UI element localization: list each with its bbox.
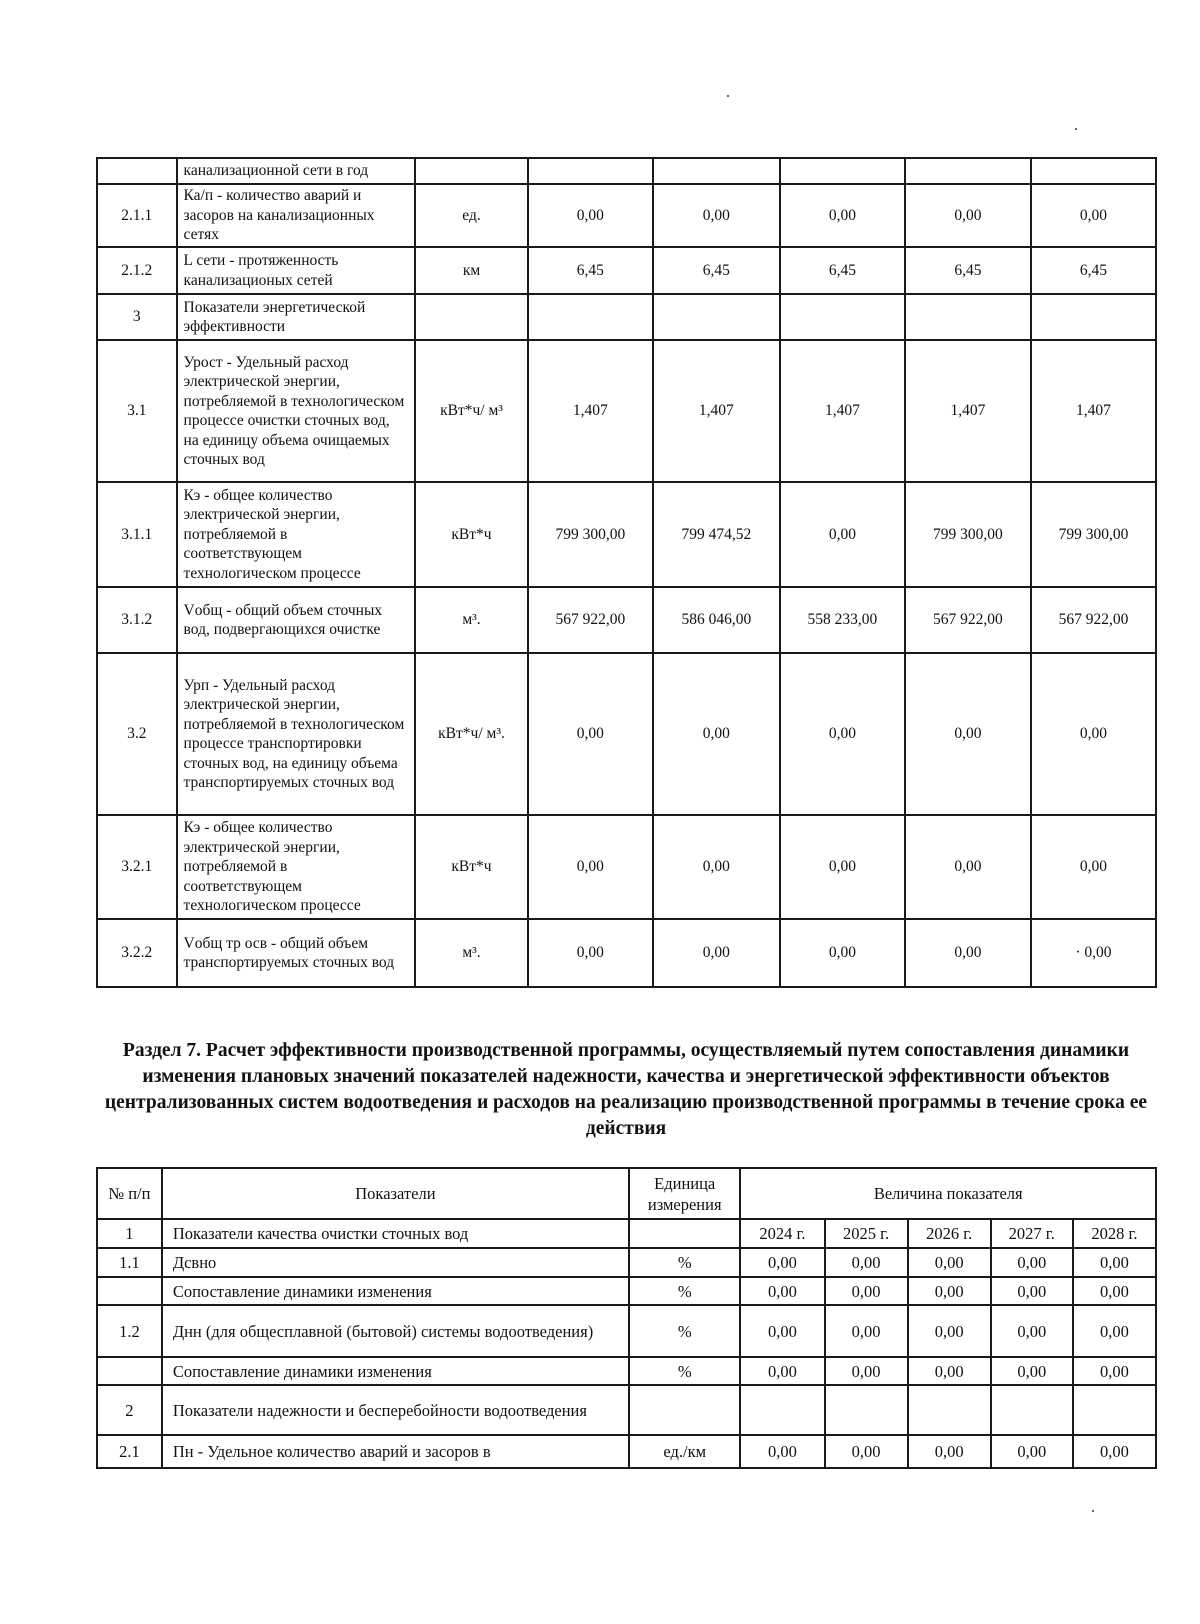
- value-cell: 0,00: [905, 919, 1031, 987]
- value-cell: 6,45: [780, 247, 905, 294]
- scan-speck: [1092, 1510, 1094, 1512]
- row-number: 3.2: [97, 653, 177, 815]
- value-cell: 0,00: [780, 184, 905, 247]
- unit-cell: [415, 294, 528, 340]
- value-cell: 0,00: [1031, 653, 1156, 815]
- value-cell: 567 922,00: [528, 587, 653, 653]
- indicator-label: Пн - Удельное количество аварий и засоров в: [162, 1435, 629, 1468]
- unit-cell: кВт*ч/ м³.: [415, 653, 528, 815]
- value-cell: 567 922,00: [1031, 587, 1156, 653]
- year-cell: 2024 г.: [740, 1219, 824, 1248]
- table-row: [97, 1248, 1156, 1277]
- value-cell: 799 300,00: [528, 482, 653, 587]
- row-number: [97, 158, 177, 184]
- table-row: [97, 919, 1156, 987]
- indicator-label: Показатели надежности и бесперебойности водоотведения: [162, 1385, 629, 1435]
- row-number: 2: [97, 1385, 162, 1435]
- scan-speck: [727, 95, 729, 97]
- header-unit: Единица измерения: [629, 1168, 740, 1219]
- unit-cell: км: [415, 247, 528, 294]
- value-cell: · 0,00: [1031, 919, 1156, 987]
- value-cell: 1,407: [905, 340, 1031, 482]
- indicator-label: Урп - Удельный расход электрической энергии, потребляемой в технологическом процессе транспортировки сточных вод, на единицу объема транспортируемых сточных вод: [177, 653, 416, 815]
- value-cell: 0,00: [905, 815, 1031, 919]
- unit-cell: кВт*ч/ м³: [415, 340, 528, 482]
- value-cell: 0,00: [653, 919, 780, 987]
- value-cell: 0,00: [1073, 1305, 1156, 1357]
- row-number: 3.1.2: [97, 587, 177, 653]
- value-cell: [740, 1385, 824, 1435]
- value-cell: 0,00: [528, 919, 653, 987]
- row-number: 3.1.1: [97, 482, 177, 587]
- table-row: [97, 653, 1156, 815]
- value-cell: [1031, 158, 1156, 184]
- row-number: 3.2.2: [97, 919, 177, 987]
- value-cell: 0,00: [825, 1248, 908, 1277]
- row-number: 3: [97, 294, 177, 340]
- value-cell: 567 922,00: [905, 587, 1031, 653]
- table-row: [97, 482, 1156, 587]
- value-cell: 0,00: [825, 1435, 908, 1468]
- value-cell: 0,00: [780, 815, 905, 919]
- indicator-label: Показатели качества очистки сточных вод: [162, 1219, 629, 1248]
- value-cell: [1073, 1385, 1156, 1435]
- row-number: 2.1.1: [97, 184, 177, 247]
- scan-speck: [1075, 128, 1077, 130]
- unit-cell: ед.: [415, 184, 528, 247]
- value-cell: 0,00: [740, 1435, 824, 1468]
- value-cell: [905, 294, 1031, 340]
- unit-cell: %: [629, 1357, 740, 1385]
- value-cell: 0,00: [908, 1435, 991, 1468]
- indicator-label: Днн (для общесплавной (бытовой) системы водоотведения): [162, 1305, 629, 1357]
- program-efficiency-table: [96, 1167, 1157, 1469]
- value-cell: 0,00: [740, 1277, 824, 1305]
- energy-efficiency-table: [96, 157, 1157, 988]
- value-cell: [653, 294, 780, 340]
- value-cell: 0,00: [1073, 1357, 1156, 1385]
- year-cell: 2025 г.: [825, 1219, 908, 1248]
- indicator-label: Дсвно: [162, 1248, 629, 1277]
- value-cell: [653, 158, 780, 184]
- value-cell: 799 300,00: [1031, 482, 1156, 587]
- value-cell: [528, 158, 653, 184]
- year-cell: 2028 г.: [1073, 1219, 1156, 1248]
- value-cell: [528, 294, 653, 340]
- value-cell: 0,00: [991, 1305, 1073, 1357]
- value-cell: 0,00: [908, 1357, 991, 1385]
- value-cell: [908, 1385, 991, 1435]
- value-cell: 0,00: [528, 653, 653, 815]
- row-number: 1: [97, 1219, 162, 1248]
- row-number: 1.2: [97, 1305, 162, 1357]
- value-cell: 0,00: [740, 1357, 824, 1385]
- unit-cell: ед./км: [629, 1435, 740, 1468]
- table-row: [97, 815, 1156, 919]
- row-number: [97, 1277, 162, 1305]
- table-row: [97, 1305, 1156, 1357]
- value-cell: 799 474,52: [653, 482, 780, 587]
- indicator-label: Кэ - общее количество электрической энергии, потребляемой в соответствующем технологическом процессе: [177, 815, 416, 919]
- value-cell: 0,00: [825, 1357, 908, 1385]
- value-cell: 6,45: [528, 247, 653, 294]
- table-row: [97, 1357, 1156, 1385]
- unit-cell: %: [629, 1248, 740, 1277]
- indicator-label: Vобщ - общий объем сточных вод, подвергающихся очистке: [177, 587, 416, 653]
- value-cell: 0,00: [653, 815, 780, 919]
- value-cell: 0,00: [825, 1305, 908, 1357]
- indicator-label: L сети - протяженность канализационых сетей: [177, 247, 416, 294]
- value-cell: 1,407: [653, 340, 780, 482]
- value-cell: 0,00: [653, 653, 780, 815]
- table-row: [97, 294, 1156, 340]
- section-7-heading: Раздел 7. Расчет эффективности производственной программы, осуществляемый путем сопоставления динамики изменения плановых значений показателей надежности, качества и энергетической эффективности объектов централизованных систем водоотведения и расходов на реализацию производственной программы в течение срока ее действия: [104, 1040, 1148, 1139]
- indicator-label: канализационной сети в год: [177, 158, 416, 184]
- unit-cell: м³.: [415, 919, 528, 987]
- value-cell: 0,00: [740, 1248, 824, 1277]
- value-cell: [825, 1385, 908, 1435]
- indicator-label: Показатели энергетической эффективности: [177, 294, 416, 340]
- table-row: [97, 587, 1156, 653]
- value-cell: 0,00: [905, 184, 1031, 247]
- value-cell: 558 233,00: [780, 587, 905, 653]
- value-cell: 799 300,00: [905, 482, 1031, 587]
- value-cell: 586 046,00: [653, 587, 780, 653]
- value-cell: [991, 1385, 1073, 1435]
- value-cell: 0,00: [528, 184, 653, 247]
- unit-cell: [415, 158, 528, 184]
- value-cell: 0,00: [1073, 1248, 1156, 1277]
- year-cell: 2026 г.: [908, 1219, 991, 1248]
- value-cell: 6,45: [1031, 247, 1156, 294]
- row-number: 1.1: [97, 1248, 162, 1277]
- table-row: [97, 247, 1156, 294]
- unit-cell: [629, 1219, 740, 1248]
- indicator-label: Ка/п - количество аварий и засоров на канализационных сетях: [177, 184, 416, 247]
- value-cell: 0,00: [1073, 1277, 1156, 1305]
- value-cell: 0,00: [1073, 1435, 1156, 1468]
- row-number: 3.1: [97, 340, 177, 482]
- indicator-label: Сопоставление динамики изменения: [162, 1357, 629, 1385]
- value-cell: [905, 158, 1031, 184]
- year-cell: 2027 г.: [991, 1219, 1073, 1248]
- unit-cell: кВт*ч: [415, 815, 528, 919]
- header-value: Величина показателя: [740, 1168, 1156, 1219]
- value-cell: 0,00: [780, 653, 905, 815]
- value-cell: 0,00: [740, 1305, 824, 1357]
- value-cell: 1,407: [528, 340, 653, 482]
- value-cell: 0,00: [1031, 184, 1156, 247]
- value-cell: 0,00: [991, 1357, 1073, 1385]
- row-number: [97, 1357, 162, 1385]
- value-cell: 0,00: [780, 482, 905, 587]
- indicator-label: Урост - Удельный расход электрической энергии, потребляемой в технологическом процессе очистки сточных вод, на единицу объема очищаемых сточных вод: [177, 340, 416, 482]
- value-cell: 6,45: [905, 247, 1031, 294]
- value-cell: 1,407: [780, 340, 905, 482]
- value-cell: 0,00: [825, 1277, 908, 1305]
- indicator-label: Сопоставление динамики изменения: [162, 1277, 629, 1305]
- table-row: [97, 158, 1156, 184]
- row-number: 2.1: [97, 1435, 162, 1468]
- value-cell: [1031, 294, 1156, 340]
- value-cell: 0,00: [908, 1305, 991, 1357]
- value-cell: 1,407: [1031, 340, 1156, 482]
- value-cell: 0,00: [653, 184, 780, 247]
- unit-cell: %: [629, 1277, 740, 1305]
- indicator-label: Vобщ тр осв - общий объем транспортируемых сточных вод: [177, 919, 416, 987]
- value-cell: 0,00: [908, 1248, 991, 1277]
- value-cell: [780, 158, 905, 184]
- value-cell: 0,00: [991, 1248, 1073, 1277]
- header-indicators: Показатели: [162, 1168, 629, 1219]
- unit-cell: %: [629, 1305, 740, 1357]
- value-cell: 0,00: [528, 815, 653, 919]
- value-cell: 0,00: [908, 1277, 991, 1305]
- table-header-row: [97, 1168, 1156, 1219]
- table-row: [97, 1435, 1156, 1468]
- unit-cell: кВт*ч: [415, 482, 528, 587]
- indicator-label: Кэ - общее количество электрической энергии, потребляемой в соответствующем технологическом процессе: [177, 482, 416, 587]
- table-row: [97, 1219, 1156, 1248]
- value-cell: 0,00: [991, 1277, 1073, 1305]
- table-row: [97, 1385, 1156, 1435]
- table-row: [97, 184, 1156, 247]
- value-cell: 0,00: [905, 653, 1031, 815]
- row-number: 3.2.1: [97, 815, 177, 919]
- unit-cell: [629, 1385, 740, 1435]
- value-cell: 0,00: [1031, 815, 1156, 919]
- table-row: [97, 1277, 1156, 1305]
- value-cell: 0,00: [991, 1435, 1073, 1468]
- unit-cell: м³.: [415, 587, 528, 653]
- value-cell: 6,45: [653, 247, 780, 294]
- value-cell: 0,00: [780, 919, 905, 987]
- row-number: 2.1.2: [97, 247, 177, 294]
- table-row: [97, 340, 1156, 482]
- value-cell: [780, 294, 905, 340]
- header-number: № п/п: [97, 1168, 162, 1219]
